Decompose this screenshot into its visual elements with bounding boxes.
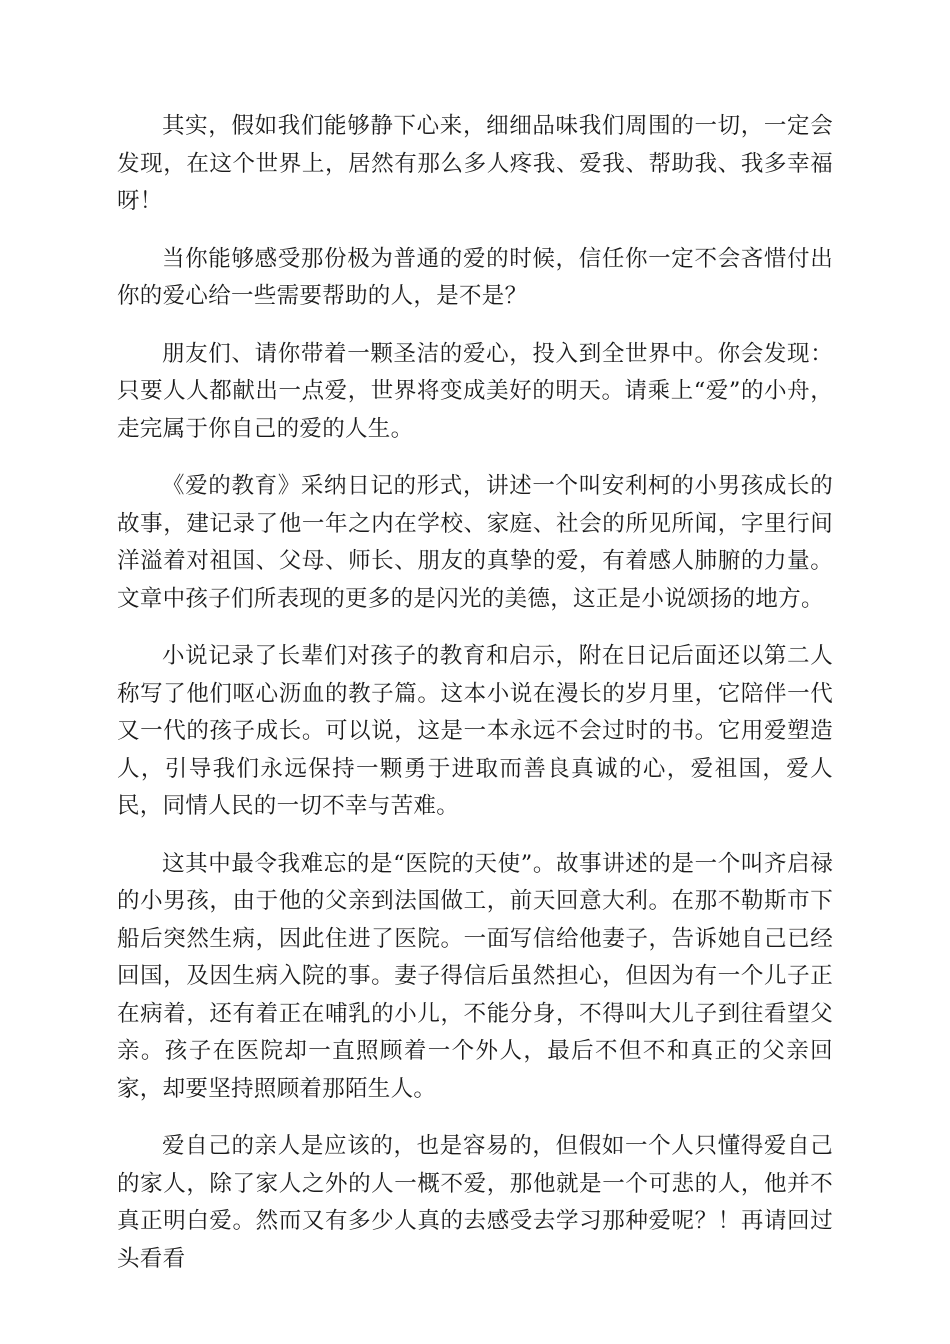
paragraph-4: 《爱的教育》采纳日记的形式，讲述一个叫安利柯的小男孩成长的故事，建记录了他一年之内在学校、家庭、社会的所见所闻，字里行间洋溢着对祖国、父母、师长、朋友的真挚的爱，有着感人肺腑的力量。文章中孩子们所表现的更多的是闪光的美德，这正是小说颂扬的地方。 bbox=[117, 473, 833, 612]
paragraph-5: 小说记录了长辈们对孩子的教育和启示，附在日记后面还以第二人称写了他们呕心沥血的教子篇。这本小说在漫长的岁月里，它陪伴一代又一代的孩子成长。可以说，这是一本永远不会过时的书。它用爱塑造人，引导我们永远保持一颗勇于进取而善良真诚的心，爱祖国，爱人民，同情人民的一切不幸与苦难。 bbox=[117, 643, 833, 819]
paragraph-3: 朋友们、请你带着一颗圣洁的爱心，投入到全世界中。你会发现：只要人人都献出一点爱，世界将变成美好的明天。请乘上“爱”的小舟，走完属于你自己的爱的人生。 bbox=[117, 340, 833, 442]
paragraph-7: 爱自己的亲人是应该的，也是容易的，但假如一个人只懂得爱自己的家人，除了家人之外的人一概不爱，那他就是一个可悲的人，他并不真正明白爱。然而又有多少人真的去感受去学习那种爱呢？！再请回过头看看 bbox=[117, 1133, 833, 1272]
document-page bbox=[117, 108, 833, 1298]
paragraph-6: 这其中最令我难忘的是“医院的天使”。故事讲述的是一个叫齐启禄的小男孩，由于他的父亲到法国做工，前天回意大利。在那不勒斯市下船后突然生病，因此住进了医院。一面写信给他妻子，告诉她自己已经回国，及因生病入院的事。妻子得信后虽然担心，但因为有一个儿子正在病着，还有着正在哺乳的小儿，不能分身，不得叫大儿子到往看望父亲。孩子在医院却一直照顾着一个外人，最后不但不和真正的父亲回家，却要坚持照顾着那陌生人。 bbox=[117, 850, 833, 1102]
paragraph-2: 当你能够感受那份极为普通的爱的时候，信任你一定不会吝惜付出你的爱心给一些需要帮助的人，是不是？ bbox=[117, 245, 833, 309]
paragraph-1: 其实，假如我们能够静下心来，细细品味我们周围的一切，一定会发现，在这个世界上，居然有那么多人疼我、爱我、帮助我、我多幸福呀！ bbox=[117, 113, 833, 214]
